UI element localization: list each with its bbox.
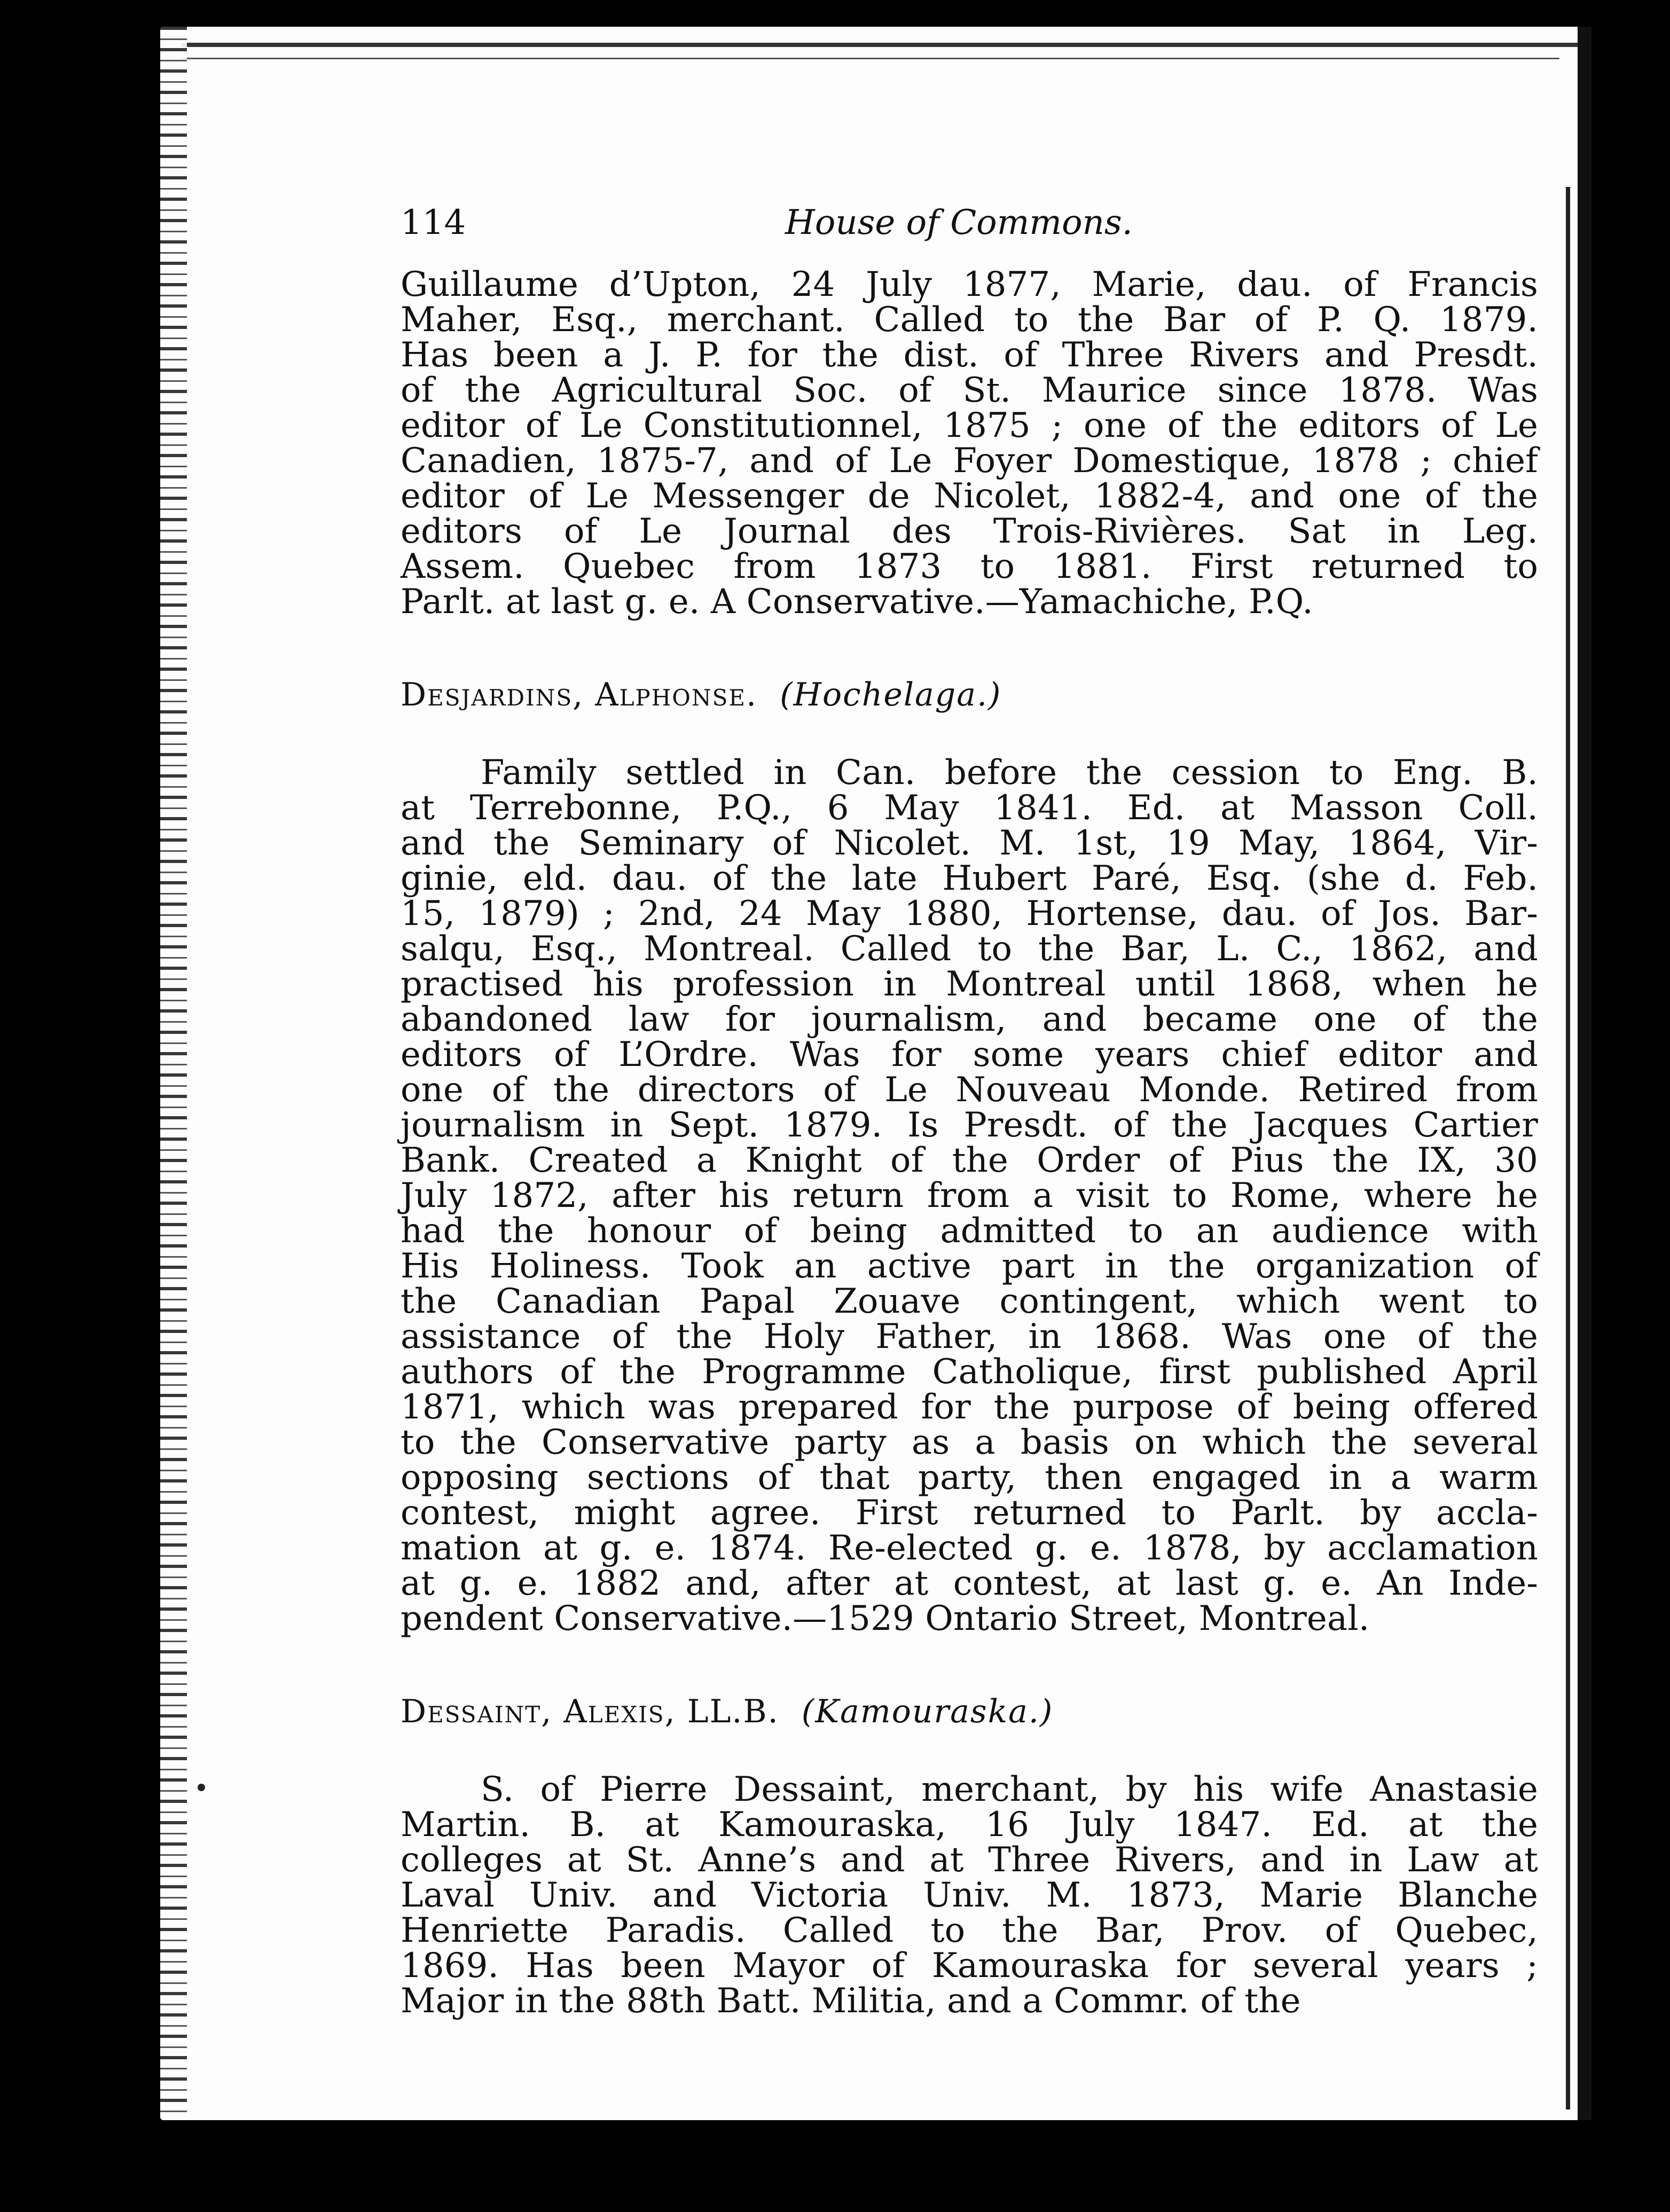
text-line: to the Conservative party as a basis on which the several [401, 1423, 1538, 1462]
entry-body-dessaint [401, 1772, 1538, 2019]
margin-mark [198, 1784, 205, 1791]
continuation-paragraph [401, 265, 1538, 622]
text-line: mation at g. e. 1874. Re-elected g. e. 1878, by acclamation [401, 1528, 1538, 1568]
text-line: authors of the Programme Catholique, first published April [401, 1352, 1538, 1392]
text-line: practised his profession in Montreal until 1868, when he [401, 964, 1538, 1004]
text-line: at g. e. 1882 and, after at contest, at last g. e. An Inde- [401, 1564, 1538, 1603]
text-line: abandoned law for journalism, and became one of the [401, 1000, 1538, 1039]
text-line: editor of Le Constitutionnel, 1875 ; one of the editors of Le [401, 406, 1538, 445]
text-line: Bank. Created a Knight of the Order of Pius the IX, 30 [401, 1141, 1538, 1180]
running-head [401, 203, 1538, 262]
text-line: contest, might agree. First returned to Parlt. by accla- [401, 1493, 1538, 1533]
running-title: House of Commons. [785, 203, 1133, 242]
text-line: salqu, Esq., Montreal. Called to the Bar, L. C., 1862, and [401, 929, 1538, 969]
spacer [401, 1636, 1538, 1694]
book-page [160, 27, 1591, 2120]
entry-heading-dessaint: Dessaint, Alexis, LL.B. (Kamouraska.) [401, 1693, 1054, 1730]
text-line: Henriette Paradis. Called to the Bar, Prov. of Quebec, [401, 1911, 1538, 1950]
text-line: at Terrebonne, P.Q., 6 May 1841. Ed. at Masson Coll. [401, 788, 1538, 828]
text-line: one of the directors of Le Nouveau Monde. Retired from [401, 1070, 1538, 1110]
spacer [401, 619, 1538, 677]
text-line: pendent Conservative.—1529 Ontario Street, Montreal. [401, 1599, 1370, 1638]
entry-degree: LL.B. [687, 1693, 779, 1730]
text-line: Parlt. at last g. e. A Conservative.—Yamachiche, P.Q. [401, 582, 1313, 622]
top-rule [182, 43, 1581, 47]
text-line: had the honour of being admitted to an audience with [401, 1211, 1538, 1251]
entry-surname: Desjardins [401, 676, 573, 713]
text-line: of the Agricultural Soc. of St. Maurice since 1878. Was [401, 371, 1538, 410]
text-line: Assem. Quebec from 1873 to 1881. First returned to [401, 547, 1538, 586]
text-line: Major in the 88th Batt. Militia, and a Commr. of the [401, 1981, 1301, 2021]
text-line: Laval Univ. and Victoria Univ. M. 1873, Marie Blanche [401, 1876, 1538, 1915]
entry-given-name: Alphonse. [595, 676, 758, 713]
entry-surname: Dessaint [401, 1693, 542, 1730]
entry-given-name: Alexis, [563, 1693, 676, 1730]
text-line: His Holiness. Took an active part in the organization of [401, 1246, 1538, 1286]
text-line: ginie, eld. dau. of the late Hubert Paré, Esq. (she d. Feb. [401, 859, 1538, 898]
text-line: editors of Le Journal des Trois-Rivières. Sat in Leg. [401, 512, 1538, 551]
text-line: opposing sections of that party, then engaged in a warm [401, 1458, 1538, 1497]
text-line: 15, 1879) ; 2nd, 24 May 1880, Hortense, dau. of Jos. Bar- [401, 894, 1538, 934]
entry-constituency: (Hochelaga.) [780, 676, 1002, 713]
page-right-edge [1578, 27, 1591, 2120]
text-line: editors of L’Ordre. Was for some years chief editor and [401, 1035, 1538, 1074]
text-line: July 1872, after his return from a visit to Rome, where he [401, 1176, 1538, 1215]
text-line: Family settled in Can. before the cession to Eng. B. [481, 753, 1538, 793]
entry-heading-desjardins: Desjardins, Alphonse. (Hochelaga.) [401, 676, 1002, 713]
text-line: colleges at St. Anne’s and at Three Rivers, and in Law at [401, 1840, 1538, 1880]
text-line: the Canadian Papal Zouave contingent, which went to [401, 1282, 1538, 1321]
text-line: 1871, which was prepared for the purpose of being offered [401, 1387, 1538, 1427]
spacer [401, 1729, 1538, 1772]
spacer [401, 712, 1538, 755]
text-line: S. of Pierre Dessaint, merchant, by his wife Anastasie [481, 1770, 1538, 1809]
text-line: and the Seminary of Nicolet. M. 1st, 19 May, 1864, Vir- [401, 823, 1538, 863]
text-line: Canadien, 1875-7, and of Le Foyer Domestique, 1878 ; chief [401, 441, 1538, 481]
top-rule-secondary [182, 58, 1559, 59]
text-line: journalism in Sept. 1879. Is Presdt. of the Jacques Cartier [401, 1105, 1538, 1145]
text-line: Has been a J. P. for the dist. of Three Rivers and Presdt. [401, 335, 1538, 375]
entry-body-desjardins [401, 755, 1538, 1636]
text-line: 1869. Has been Mayor of Kamouraska for several years ; [401, 1946, 1538, 1986]
text-line: Guillaume d’Upton, 24 July 1877, Marie, dau. of Francis [401, 265, 1538, 304]
text-line: editor of Le Messenger de Nicolet, 1882-4, and one of the [401, 476, 1538, 516]
right-margin-line [1566, 187, 1570, 2109]
text-line: Maher, Esq., merchant. Called to the Bar of P. Q. 1879. [401, 300, 1538, 340]
page-binding-edge [160, 27, 187, 2120]
entry-constituency: (Kamouraska.) [801, 1693, 1054, 1730]
text-line: Martin. B. at Kamouraska, 16 July 1847. Ed. at the [401, 1805, 1538, 1845]
page-body [401, 267, 1538, 2019]
text-line: assistance of the Holy Father, in 1868. Was one of the [401, 1317, 1538, 1356]
page-number: 114 [401, 203, 466, 242]
